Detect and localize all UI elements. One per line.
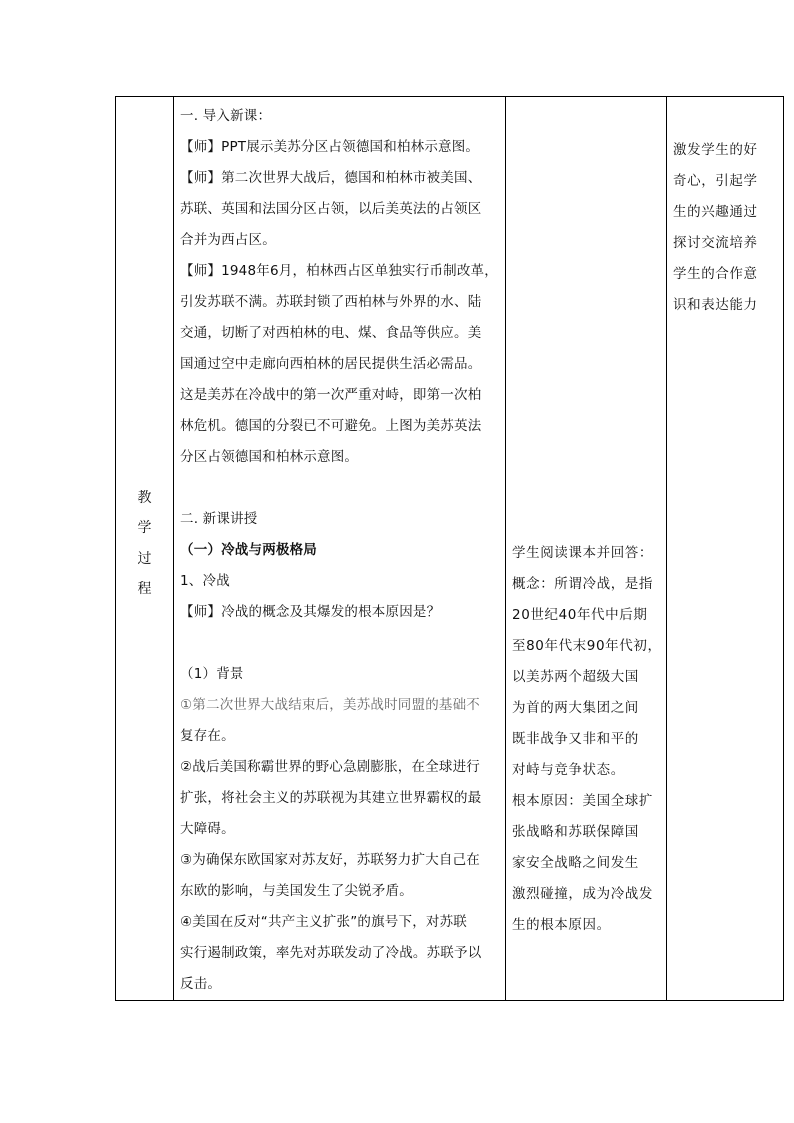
student-answer-line: 张战略和苏联保障国 [512, 824, 639, 840]
section-label-char: 教 [137, 489, 152, 506]
paragraph-line: 【师】第二次世界大战后，德国和柏林市被美国、 [180, 170, 482, 186]
student-answer-line: 以美苏两个超级大国 [512, 669, 639, 685]
background-point-line: 大障碍。 [180, 821, 235, 837]
paragraph-line: 这是美苏在冷战中的第一次严重对峙，即第一次柏 [180, 387, 482, 403]
design-intent-line: 学生的合作意 [673, 266, 758, 282]
student-activity-cell [506, 97, 667, 1001]
background-point-line: ②战后美国称霸世界的野心急剧膨胀，在全球进行 [180, 759, 481, 775]
paragraph-line: 国通过空中走廊向西柏林的居民提供生活必需品。 [180, 356, 482, 372]
student-answer-line: 激烈碰撞，成为冷战发 [512, 886, 653, 902]
student-answer-line: 学生阅读课本并回答： [512, 545, 653, 561]
teacher-question: 【师】冷战的概念及其爆发的根本原因是？ [180, 604, 441, 620]
background-point-line: ①第二次世界大战结束后，美苏战时同盟的基础不 [180, 697, 481, 713]
sub-heading: （一）冷战与两极格局 [180, 542, 317, 558]
student-answer-line: 家安全战略之间发生 [512, 855, 639, 871]
background-point-line: 反击。 [180, 976, 222, 992]
background-point-line: 实行遏制政策，率先对苏联发动了冷战。苏联予以 [180, 945, 482, 961]
item-heading: 1、冷战 [180, 573, 230, 589]
background-point-line: ③为确保东欧国家对苏友好，苏联努力扩大自己在 [180, 852, 481, 868]
blank-line [180, 473, 501, 504]
student-answer-line: 根本原因：美国全球扩 [512, 793, 653, 809]
section-label [138, 483, 152, 605]
design-intent-line: 激发学生的好 [673, 142, 758, 158]
section-label-cell [116, 97, 174, 1001]
intro-heading: 一. 导入新课： [180, 108, 272, 124]
paragraph-line: 合并为西占区。 [180, 232, 276, 248]
student-answer-line: 既非战争又非和平的 [512, 731, 639, 747]
background-point-line: ④美国在反对“共产主义扩张”的旗号下，对苏联 [180, 914, 467, 930]
table-row [116, 97, 784, 1001]
new-lesson-heading: 二. 新课讲授 [180, 511, 258, 527]
section-label-char: 程 [137, 581, 152, 597]
teaching-content-cell [174, 97, 506, 1001]
background-heading: （1）背景 [180, 666, 244, 682]
design-intent-line: 识和表达能力 [673, 297, 758, 313]
background-point-line: 扩张，将社会主义的苏联视为其建立世界霸权的最 [180, 790, 482, 806]
paragraph: 【师】PPT展示美苏分区占领德国和柏林示意图。 [180, 139, 480, 155]
paragraph-line: 林危机。德国的分裂已不可避免。上图为美苏英法 [180, 418, 482, 434]
section-label-char: 过 [137, 550, 152, 567]
background-point-line: 东欧的影响，与美国发生了尖锐矛盾。 [180, 883, 413, 899]
background-point-line: 复存在。 [180, 728, 235, 744]
paragraph-line: 【师】1948年6月，柏林西占区单独实行币制改革， [180, 263, 498, 279]
student-answer-line: 至80年代末90年代初， [512, 638, 662, 654]
student-answer-line: 概念：所谓冷战，是指 [512, 576, 653, 592]
blank-line [180, 628, 501, 659]
paragraph-line: 苏联、英国和法国分区占领，以后美英法的占领区 [180, 201, 482, 217]
student-answer-line: 对峙与竞争状态。 [512, 762, 625, 778]
student-answer-line: 为首的两大集团之间 [512, 700, 639, 716]
section-label-char: 学 [137, 520, 152, 536]
design-intent-line: 探讨交流培养 [673, 235, 758, 251]
lesson-plan-table [115, 96, 784, 1001]
paragraph-line: 分区占领德国和柏林示意图。 [180, 449, 359, 465]
design-intent-cell [667, 97, 784, 1001]
design-intent-line: 生的兴趣通过 [673, 204, 758, 220]
paragraph-line: 引发苏联不满。苏联封锁了西柏林与外界的水、陆 [180, 294, 482, 310]
design-intent-line: 奇心，引起学 [673, 173, 758, 189]
student-answer-line: 20世纪40年代中后期 [512, 607, 648, 623]
paragraph-line: 交通，切断了对西柏林的电、煤、食品等供应。美 [180, 325, 482, 341]
student-answer-line: 生的根本原因。 [512, 917, 611, 933]
